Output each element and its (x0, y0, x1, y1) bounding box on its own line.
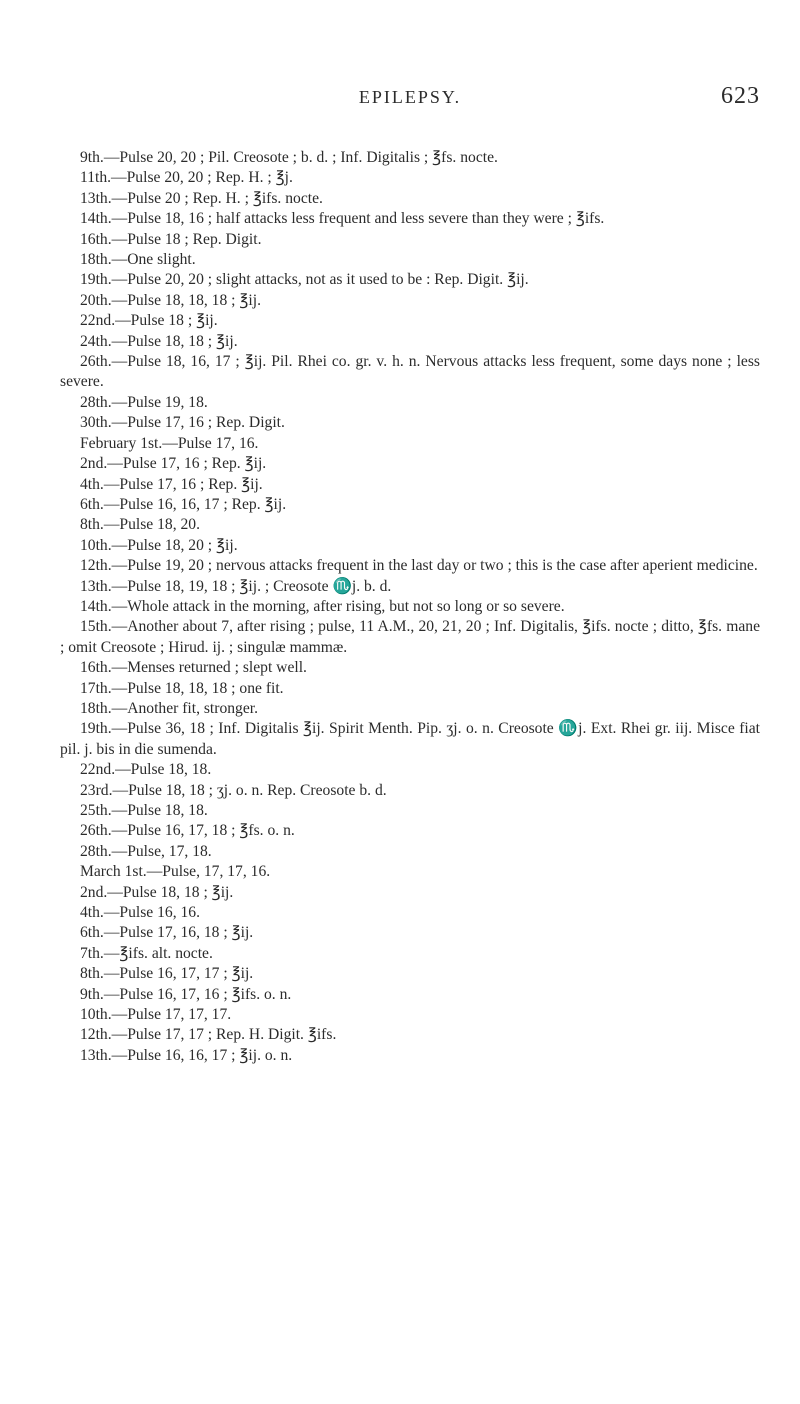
entry-feb-1st: February 1st.—Pulse 17, 16. (80, 434, 259, 452)
entry-feb-13th: 13th.—Pulse 18, 19, 18 ; ℥ij. ; Creosote ♏j. b. d. (80, 577, 392, 595)
entry-feb-14th: 14th.—Whole attack in the morning, after rising, but not so long or so severe. (80, 597, 565, 615)
entry-feb-4th: 4th.—Pulse 17, 16 ; Rep. ℥ij. (80, 475, 263, 493)
entry-feb-16th: 16th.—Menses returned ; slept well. (80, 659, 307, 677)
entry-30th: 30th.—Pulse 17, 16 ; Rep. Digit. (80, 414, 285, 432)
running-title: EPILEPSY. (358, 87, 462, 107)
case-notes (60, 148, 760, 1066)
entry-feb-12th: 12th.—Pulse 19, 20 ; nervous attacks frequent in the last day or two ; this is the case after aperient medicine. (80, 557, 758, 575)
entry-feb-2nd: 2nd.—Pulse 17, 16 ; Rep. ℥ij. (80, 455, 267, 473)
entry-mar-10th: 10th.—Pulse 17, 17, 17. (80, 1006, 232, 1024)
entry-feb-23rd: 23rd.—Pulse 18, 18 ; ʒj. o. n. Rep. Creosote b. d. (80, 781, 387, 799)
entry-feb-8th: 8th.—Pulse 18, 20. (80, 516, 200, 534)
running-head (60, 83, 760, 116)
entry-mar-4th: 4th.—Pulse 16, 16. (80, 904, 200, 922)
entry-26th: 26th.—Pulse 18, 16, 17 ; ℥ij. Pil. Rhei co. gr. v. h. n. Nervous attacks less frequent, some days none ; less severe. (60, 353, 760, 391)
entry-mar-6th: 6th.—Pulse 17, 16, 18 ; ℥ij. (80, 924, 254, 942)
entry-13th: 13th.—Pulse 20 ; Rep. H. ; ℥ifs. nocte. (80, 189, 323, 207)
entry-mar-12th: 12th.—Pulse 17, 17 ; Rep. H. Digit. ℥ifs. (80, 1026, 337, 1044)
entry-14th: 14th.—Pulse 18, 16 ; half attacks less frequent and less severe than they were ; ℥ifs. (80, 210, 605, 228)
entry-feb-25th: 25th.—Pulse 18, 18. (80, 802, 208, 819)
entry-28th: 28th.—Pulse 19, 18. (80, 393, 208, 411)
entry-feb-10th: 10th.—Pulse 18, 20 ; ℥ij. (80, 536, 238, 554)
entry-feb-22nd: 22nd.—Pulse 18, 18. (80, 761, 212, 779)
entry-mar-2nd: 2nd.—Pulse 18, 18 ; ℥ij. (80, 883, 234, 901)
entry-feb-18th: 18th.—Another fit, stronger. (80, 699, 259, 717)
entry-mar-7th: 7th.—℥ifs. alt. nocte. (80, 944, 213, 962)
entry-24th: 24th.—Pulse 18, 18 ; ℥ij. (80, 332, 238, 350)
entry-9th: 9th.—Pulse 20, 20 ; Pil. Creosote ; b. d. ; Inf. Digitalis ; ℥fs. nocte. (80, 149, 498, 166)
entry-18th: 18th.—One slight. (80, 251, 196, 269)
entry-mar-9th: 9th.—Pulse 16, 17, 16 ; ℥ifs. o. n. (80, 985, 292, 1003)
entry-feb-19th: 19th.—Pulse 36, 18 ; Inf. Digitalis ℥ij. Spirit Menth. Pip. ʒj. o. n. Creosote ♏j. Ext. Rhei gr. iij. Misce fiat pil. j. bis in die sumenda. (60, 720, 760, 758)
entry-feb-28th: 28th.—Pulse, 17, 18. (80, 842, 212, 860)
entry-11th: 11th.—Pulse 20, 20 ; Rep. H. ; ℥j. (80, 169, 293, 187)
entry-feb-15th: 15th.—Another about 7, after rising ; pulse, 11 A.M., 20, 21, 20 ; Inf. Digitalis, ℥ifs. nocte ; ditto, ℥fs. mane ; omit Creosote ; Hirud. ij. ; singulæ mammæ. (60, 618, 760, 656)
entry-mar-13th: 13th.—Pulse 16, 16, 17 ; ℥ij. o. n. (80, 1046, 293, 1064)
entry-16th: 16th.—Pulse 18 ; Rep. Digit. (80, 230, 262, 248)
entry-feb-26th: 26th.—Pulse 16, 17, 18 ; ℥fs. o. n. (80, 822, 295, 840)
entry-feb-17th: 17th.—Pulse 18, 18, 18 ; one fit. (80, 679, 284, 697)
entry-mar-8th: 8th.—Pulse 16, 17, 17 ; ℥ij. (80, 965, 254, 983)
entry-20th: 20th.—Pulse 18, 18, 18 ; ℥ij. (80, 291, 261, 309)
entry-22nd: 22nd.—Pulse 18 ; ℥ij. (80, 312, 218, 330)
entry-mar-1st: March 1st.—Pulse, 17, 17, 16. (80, 863, 271, 881)
entry-feb-6th: 6th.—Pulse 16, 16, 17 ; Rep. ℥ij. (80, 495, 287, 513)
page-number: 623 (721, 83, 760, 109)
entry-19th: 19th.—Pulse 20, 20 ; slight attacks, not as it used to be : Rep. Digit. ℥ij. (80, 271, 529, 289)
